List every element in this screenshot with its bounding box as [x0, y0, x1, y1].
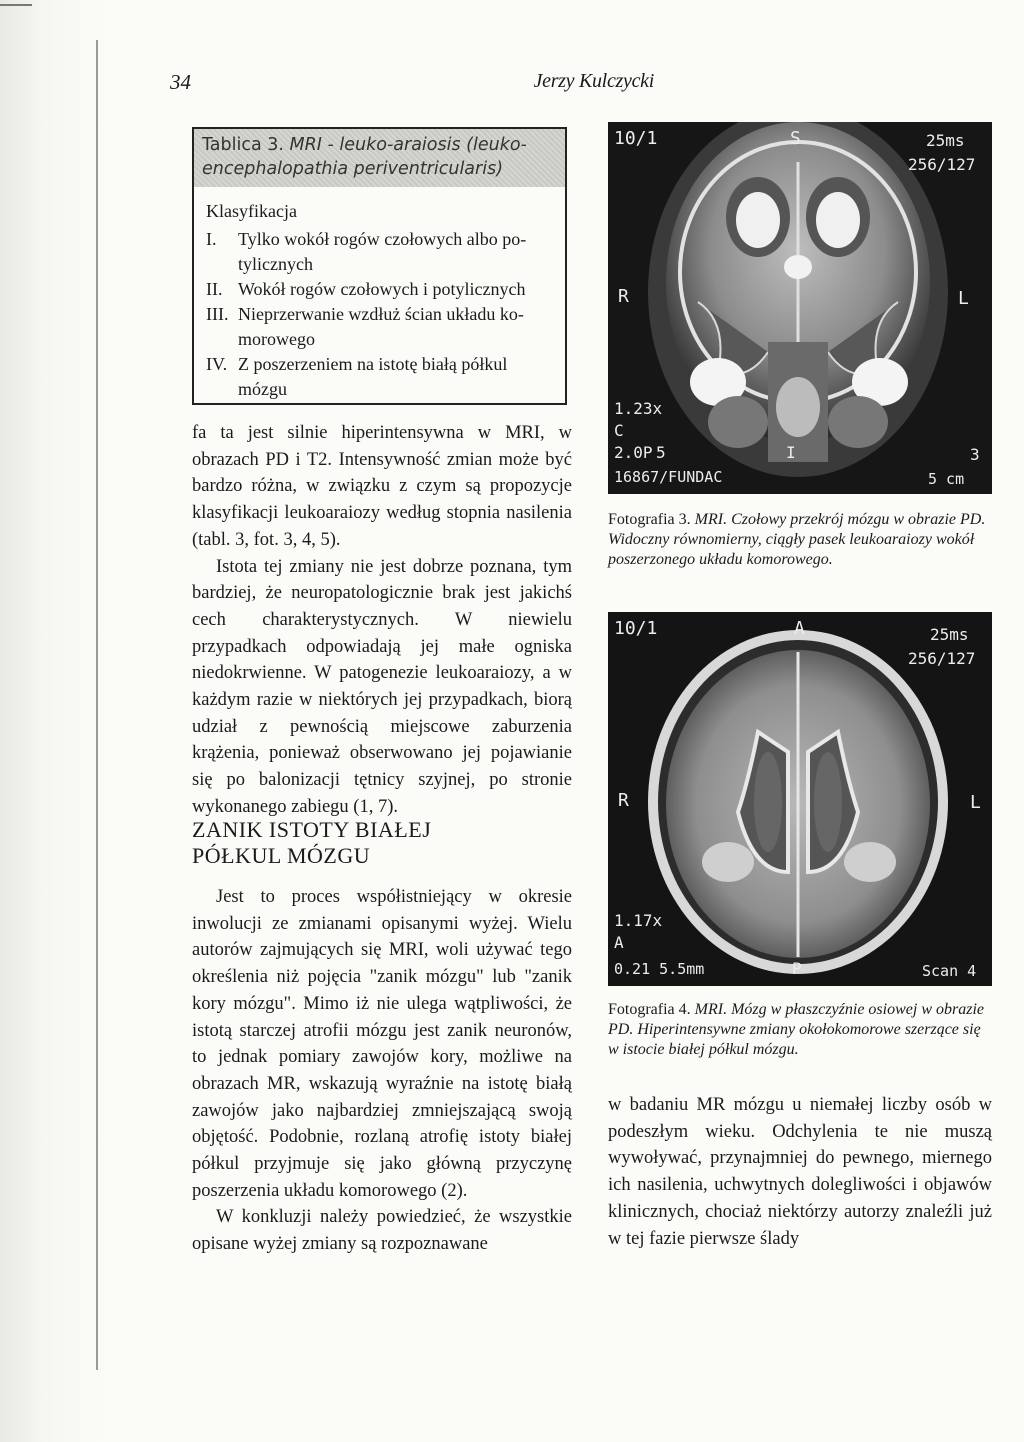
right-column-text	[608, 1092, 992, 1252]
mri-photo-axial	[608, 612, 992, 986]
mri-label: 10/1	[614, 128, 658, 149]
section-heading-line1: ZANIK ISTOTY BIAŁEJ	[192, 817, 432, 842]
scan-margin-shadow	[0, 0, 110, 1442]
photo-caption	[608, 510, 992, 570]
paragraph: Istota tej zmiany nie jest dobrze poznana, tym bardziej, że neuropatologicznie brak jest jakichś cech charakterystycznych. W niewielu przypadkach odpowiadają jej małe ogniska niedokrwienne. W patogenezie leukoaraiozy, a w każdym razie w niektórych jej przypadkach, biorą udział z pewnością miejscowe zaburzenia krążenia, ponieważ obserwowano jej pojawianie się po balonizacji tętnicy szyjnej, po stronie wykonanego zabiegu (1, 7).	[192, 556, 572, 817]
running-head-author: Jerzy Kulczycki	[533, 70, 654, 92]
mri-label: L	[970, 792, 981, 813]
classification-item	[206, 277, 565, 302]
caption-text: Mózg w płaszczyźnie osiowej w obrazie PD. Hiperintensywne zmiany okołokomorowe szerzące się w istocie białej półkul mózgu.	[608, 1001, 984, 1058]
left-column-lower	[192, 884, 572, 1258]
caption-label: Fotografia 3.	[608, 511, 691, 528]
page-number: 34	[170, 70, 191, 94]
paragraph: w badaniu MR mózgu u niemałej liczby osób w podeszłym wieku. Odchylenia te nie muszą wywoływać, przynajmniej do pewnego, miernego ich nasilenia, uchwytnych dolegliwości i objawów klinicznych, chociaż niektórzy autorzy znaleźli już w tej fazie pierwsze ślady	[608, 1095, 992, 1249]
classification-item	[206, 302, 565, 352]
classification-text-cont: tylicznych	[238, 254, 313, 274]
classification-number: IV.	[206, 354, 228, 374]
classification-number: III.	[206, 304, 229, 324]
caption-mri: MRI.	[694, 511, 728, 528]
table-label: Tablica 3.	[202, 135, 284, 155]
mri-label: 1.17x	[614, 911, 663, 930]
classification-text: Nieprzerwanie wzdłuż ścian układu ko-	[238, 304, 524, 324]
mri-label: 5	[656, 443, 666, 462]
mri-axial-image	[608, 612, 992, 986]
mri-label: 16867/FUNDAC	[614, 468, 723, 486]
table-title	[194, 129, 565, 187]
mri-label: 10/1	[614, 618, 658, 639]
mri-label: 25ms	[926, 131, 965, 150]
mri-label: 256/127	[908, 649, 976, 668]
mri-label: 1.23x	[614, 399, 663, 418]
mri-label: A	[614, 933, 624, 952]
paragraph: W konkluzji należy powiedzieć, że wszystkie opisane wyżej zmiany są rozpoznawane	[192, 1207, 572, 1255]
section-heading-line2: PÓŁKUL MÓZGU	[192, 843, 371, 868]
classification-text-cont: morowego	[238, 329, 315, 349]
paragraph: Jest to proces współistniejący w okresie inwolucji ze zmianami opisanymi wyżej. Wielu autorów zajmujących się MRI, woli używać tego określenia niż pojęcia "zanik mózgu" lub "zanik kory mózgu". Mimo iż nie ulega wątpliwości, że istotą starczej atrofii mózgu jest zanik neuronów, to jednak pomiary zawojów kory, możliwe na obrazach MR, wskazują wyraźnie na istotę białą zawojów jako najbardziej zmniejszającą swoją objętość. Podobnie, rozlaną atrofię istoty białej półkul przyjmuje się jako główną przyczynę poszerzenia układu komorowego (2).	[192, 887, 572, 1201]
table-title-line2: encephalopathia periventricularis)	[202, 159, 504, 179]
mri-label: Scan 4	[922, 962, 977, 980]
classification-number: II.	[206, 279, 223, 299]
classification-text-cont: mózgu	[238, 379, 287, 399]
mri-label: A	[794, 618, 805, 639]
classification-item	[206, 227, 565, 277]
mri-label: S	[790, 128, 801, 149]
scan-corner-mark	[0, 4, 32, 6]
mri-label: 25ms	[930, 625, 969, 644]
mri-label: 0.21 5.5mm	[614, 960, 705, 978]
mri-label: P	[792, 959, 802, 978]
section-heading	[192, 817, 572, 869]
mri-label: L	[958, 288, 969, 309]
classification-text: Z poszerzeniem na istotę białą półkul	[238, 354, 508, 374]
mri-label: 3	[970, 445, 980, 464]
table-heading: Klasyfikacja	[206, 201, 297, 221]
table-title-line1: MRI - leuko-araiosis (leuko-	[289, 135, 527, 155]
paragraph: fa ta jest silnie hiperintensywna w MRI, w obrazach PD i T2. Intensywność zmian może być bardzo różna, w związku z czym są propozycje klasyfikacji leukoaraiozy według stopnia nasilenia (tabl. 3, fot. 3, 4, 5).	[192, 423, 572, 550]
scan-binding-line	[96, 40, 98, 1370]
mri-photo-coronal	[608, 122, 992, 494]
classification-text: Wokół rogów czołowych i potylicznych	[238, 279, 526, 299]
mri-label: 2.0P	[614, 443, 653, 462]
left-column-upper	[192, 420, 572, 821]
caption-label: Fotografia 4.	[608, 1001, 691, 1018]
classification-table	[192, 127, 567, 405]
mri-label: C	[614, 421, 624, 440]
mri-label: R	[618, 790, 629, 811]
photo-caption	[608, 1000, 992, 1060]
mri-label: 5 cm	[928, 470, 965, 488]
mri-coronal-image	[608, 122, 992, 494]
caption-text: Czołowy przekrój mózgu w obrazie PD. Widoczny równomierny, ciągły pasek leukoaraiozy wokół poszerzonego układu komorowego.	[608, 511, 986, 568]
mri-label: 256/127	[908, 155, 976, 174]
table-body	[194, 187, 565, 402]
classification-text: Tylko wokół rogów czołowych albo po-	[238, 229, 527, 249]
caption-mri: MRI.	[694, 1001, 728, 1018]
mri-label: R	[618, 286, 629, 307]
classification-item	[206, 352, 565, 402]
classification-number: I.	[206, 229, 217, 249]
mri-label: I	[786, 443, 796, 462]
